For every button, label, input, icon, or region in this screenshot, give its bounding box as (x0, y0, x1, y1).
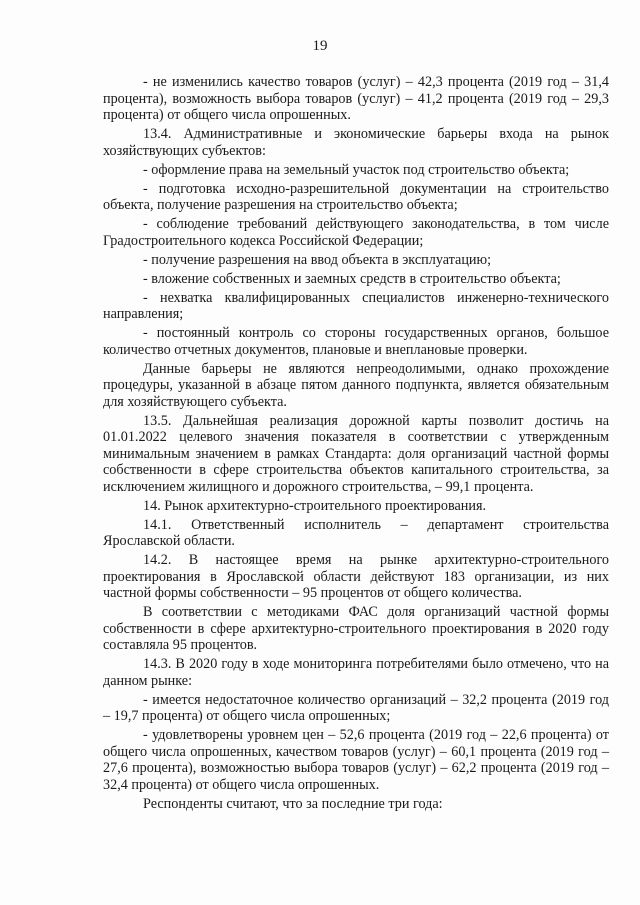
paragraph: - не изменились качество товаров (услуг) – 42,3 процента (2019 год – 31,4 процента), возможность выбора товаров (услуг) – 41,2 процента (2019 год – 29,3 процента) от общего числа опрошенных. (103, 74, 609, 123)
list-item: - подготовка исходно-разрешительной документации на строительство объекта, получение разрешения на строительство объекта; (103, 180, 609, 213)
list-item: - получение разрешения на ввод объекта в эксплуатацию; (143, 251, 492, 268)
section-heading: 14. Рынок архитектурно-строительного проектирования. (143, 497, 487, 514)
list-item: - нехватка квалифицированных специалистов инженерно-технического направления; (103, 289, 609, 322)
paragraph: В соответствии с методиками ФАС доля организаций частной формы собственности в сфере архитектурно-строительного проектирования в 2020 году составляла 95 процентов. (103, 604, 609, 653)
list-item: - вложение собственных и заемных средств в строительство объекта; (143, 270, 561, 287)
paragraph: 14.2. В настоящее время на рынке архитектурно-строительного проектирования в Ярославской области действуют 183 организации, из них частной формы собственности – 95 процентов от общего количества. (103, 552, 609, 601)
document-body (103, 74, 609, 815)
list-item: - имеется недостаточное количество организаций – 32,2 процента (2019 год – 19,7 процента) от общего числа опрошенных; (103, 691, 609, 724)
paragraph: Данные барьеры не являются непреодолимыми, однако прохождение процедуры, указанной в абзаце пятом данного подпункта, является обязательным для хозяйствующего субъекта. (103, 360, 609, 410)
list-item: - постоянный контроль со стороны государственных органов, большое количество отчетных документов, плановые и внеплановые проверки. (103, 325, 609, 358)
list-item: - оформление права на земельный участок под строительство объекта; (143, 161, 570, 178)
paragraph: 13.4. Административные и экономические барьеры входа на рынок хозяйствующих субъектов: (103, 126, 609, 159)
list-item: - соблюдение требований действующего законодательства, в том числе Градостроительного кодекса Российской Федерации; (103, 216, 609, 249)
paragraph: 14.1. Ответственный исполнитель – департамент строительства Ярославской области. (103, 516, 609, 549)
paragraph: 13.5. Дальнейшая реализация дорожной карты позволит достичь на 01.01.2022 целевого значения показателя в соответствии с утвержденным минимальным значением в рамках Стандарта: доля организаций частной формы собственности в сфере строительства объектов капитального строительства, за исключением жилищного и дорожного строительства, – 99,1 процента. (103, 412, 609, 495)
list-item: - удовлетворены уровнем цен – 52,6 процента (2019 год – 22,6 процента) от общего числа опрошенных, качеством товаров (услуг) – 60,1 процента (2019 год – 27,6 процента), возможностью выбора товаров (услуг) – 62,2 процента (2019 год – 32,4 процента) от общего числа опрошенных. (103, 727, 609, 793)
page-number: 19 (312, 38, 328, 54)
paragraph: 14.3. В 2020 году в ходе мониторинга потребителями было отмечено, что на данном рынке: (103, 656, 609, 689)
paragraph: Респонденты считают, что за последние три года: (143, 795, 443, 812)
